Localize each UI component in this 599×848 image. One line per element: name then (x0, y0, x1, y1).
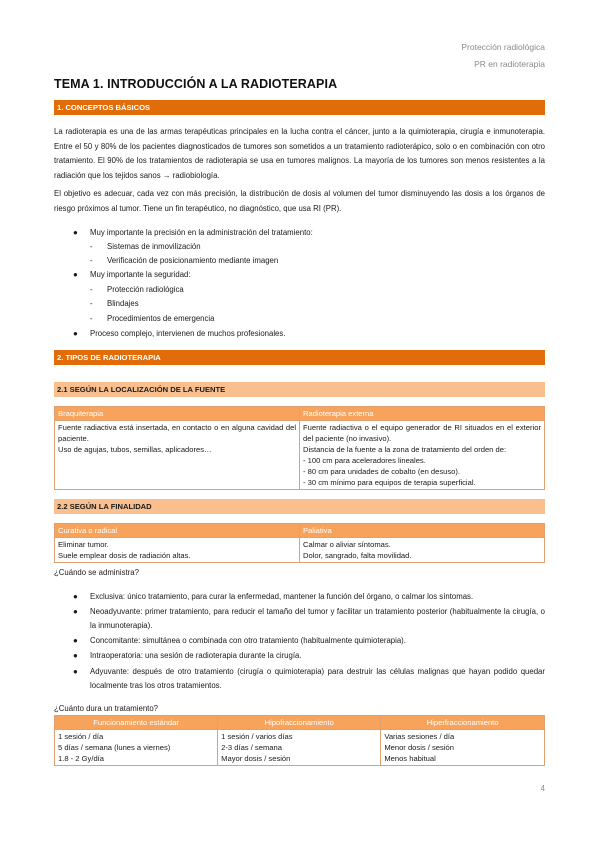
list-item: ● Concomitante: simultánea o combinada con otro tratamiento (habitualmente quimioterapia). (90, 634, 545, 648)
bullet-icon: ● (73, 329, 78, 338)
list-item: ● Intraoperatoria: una sesión de radioterapia durante la cirugía. (90, 649, 545, 663)
table-purpose (54, 523, 545, 563)
table-source-location (54, 406, 545, 490)
sub-list-item: - Blindajes (90, 299, 139, 308)
paragraph-objective: El objetivo es adecuar, cada vez con más precisión, la distribución de dosis al volumen del tumor disminuyendo las dosis a los órganos de riesgo próximos al tumor. Tiene un fin terapéutico, no diagnóstico, que usa RI (PR). (54, 189, 545, 213)
table-cell: Eliminar tumor. Suele emplear dosis de radiación altas. (55, 538, 300, 563)
table-header: Hiperfraccionamiento (381, 716, 545, 730)
list-item: ● Muy importante la precisión en la administración del tratamiento: (90, 226, 313, 240)
sub-list-item: - Procedimientos de emergencia (90, 314, 215, 323)
table-header: Paliativa (300, 524, 545, 538)
section-1-heading: 1. CONCEPTOS BÁSICOS (54, 100, 545, 115)
bullet-icon: ● (73, 592, 78, 601)
header-topic: PR en radioterapia (474, 59, 545, 69)
sub-list-item: - Protección radiológica (90, 285, 184, 294)
bullet-icon: ● (73, 651, 78, 660)
table-cell: 1 sesión / varios días 2-3 días / semana Mayor dosis / sesión (218, 730, 381, 766)
section-2-heading: 2. TIPOS DE RADIOTERAPIA (54, 350, 545, 365)
sub-list-item: - Verificación de posicionamiento mediante imagen (90, 256, 279, 265)
list-item: ● Adyuvante: después de otro tratamiento (cirugía o quimioterapia) para destruir las células malignas que hayan podido quedar localmente tras los otros tratamientos. (73, 667, 545, 690)
table-header: Curativa o radical (55, 524, 300, 538)
table-cell: 1 sesión / día 5 días / semana (lunes a viernes) 1.8 - 2 Gy/día (55, 730, 218, 766)
bullet-icon: ● (73, 667, 78, 676)
header-subject: Protección radiológica (461, 42, 545, 52)
section-2-1-heading: 2.1 SEGÚN LA LOCALIZACIÓN DE LA FUENTE (54, 382, 545, 397)
table-cell: Varias sesiones / día Menor dosis / sesión Menos habitual (381, 730, 545, 766)
list-item: ● Muy importante la seguridad: (90, 268, 191, 282)
question-when: ¿Cuándo se administra? (54, 568, 139, 577)
bullet-icon: ● (73, 270, 78, 279)
list-item: ● Exclusiva: único tratamiento, para curar la enfermedad, mantener la función del órgano, o calmar los síntomas. (90, 590, 545, 604)
list-item: ● Neoadyuvante: primer tratamiento, para reducir el tamaño del tumor y facilitar un tratamiento posterior (habitualmente la cirugía, o la inmunoterapia). (73, 607, 545, 630)
section-2-2-heading: 2.2 SEGÚN LA FINALIDAD (54, 499, 545, 514)
table-header: Braquiterapia (55, 407, 300, 421)
bullet-icon: ● (73, 607, 78, 616)
sub-list-item: - Sistemas de inmovilización (90, 242, 201, 251)
table-fractionation (54, 715, 545, 766)
table-header: Hipofraccionamiento (218, 716, 381, 730)
page-number: 4 (540, 784, 545, 793)
table-header: Funcionamiento estándar (55, 716, 218, 730)
table-cell: Fuente radiactiva está insertada, en contacto o en alguna cavidad del paciente. Uso de agujas, tubos, semillas, aplicadores… (55, 421, 300, 490)
table-cell: Fuente radiactiva o el equipo generador de RI situados en el exterior del paciente (no invasivo). Distancia de la fuente a la zona de tratamiento del orden de: - 100 cm para aceleradores lineales. - 80 cm para unidades de cobalto (en desuso). - 30 cm mínimo para equipos de terapia superficial. (300, 421, 545, 490)
bullet-icon: ● (73, 228, 78, 237)
table-cell: Calmar o aliviar síntomas. Dolor, sangrado, falta movilidad. (300, 538, 545, 563)
paragraph-intro: La radioterapia es una de las armas terapéuticas principales en la lucha contra el cáncer, junto a la quimioterapia, cirugía e inmunoterapia. Entre el 50 y 80% de los pacientes diagnosticados de tumores son sometidos a un tratamiento radioterápico, solo o en combinación con otro tratamiento. El 90% de los tratamientos de radioterapia se usa en tumores malignos. La mayoría de los tumores son menos resistentes a la radiación que los tejidos sanos → radiobiología. (54, 127, 545, 180)
table-header: Radioterapia externa (300, 407, 545, 421)
list-item: ● Proceso complejo, intervienen de muchos profesionales. (90, 327, 285, 341)
page-title: TEMA 1. INTRODUCCIÓN A LA RADIOTERAPIA (54, 77, 338, 91)
bullet-icon: ● (73, 636, 78, 645)
question-duration: ¿Cuánto dura un tratamiento? (54, 704, 159, 713)
